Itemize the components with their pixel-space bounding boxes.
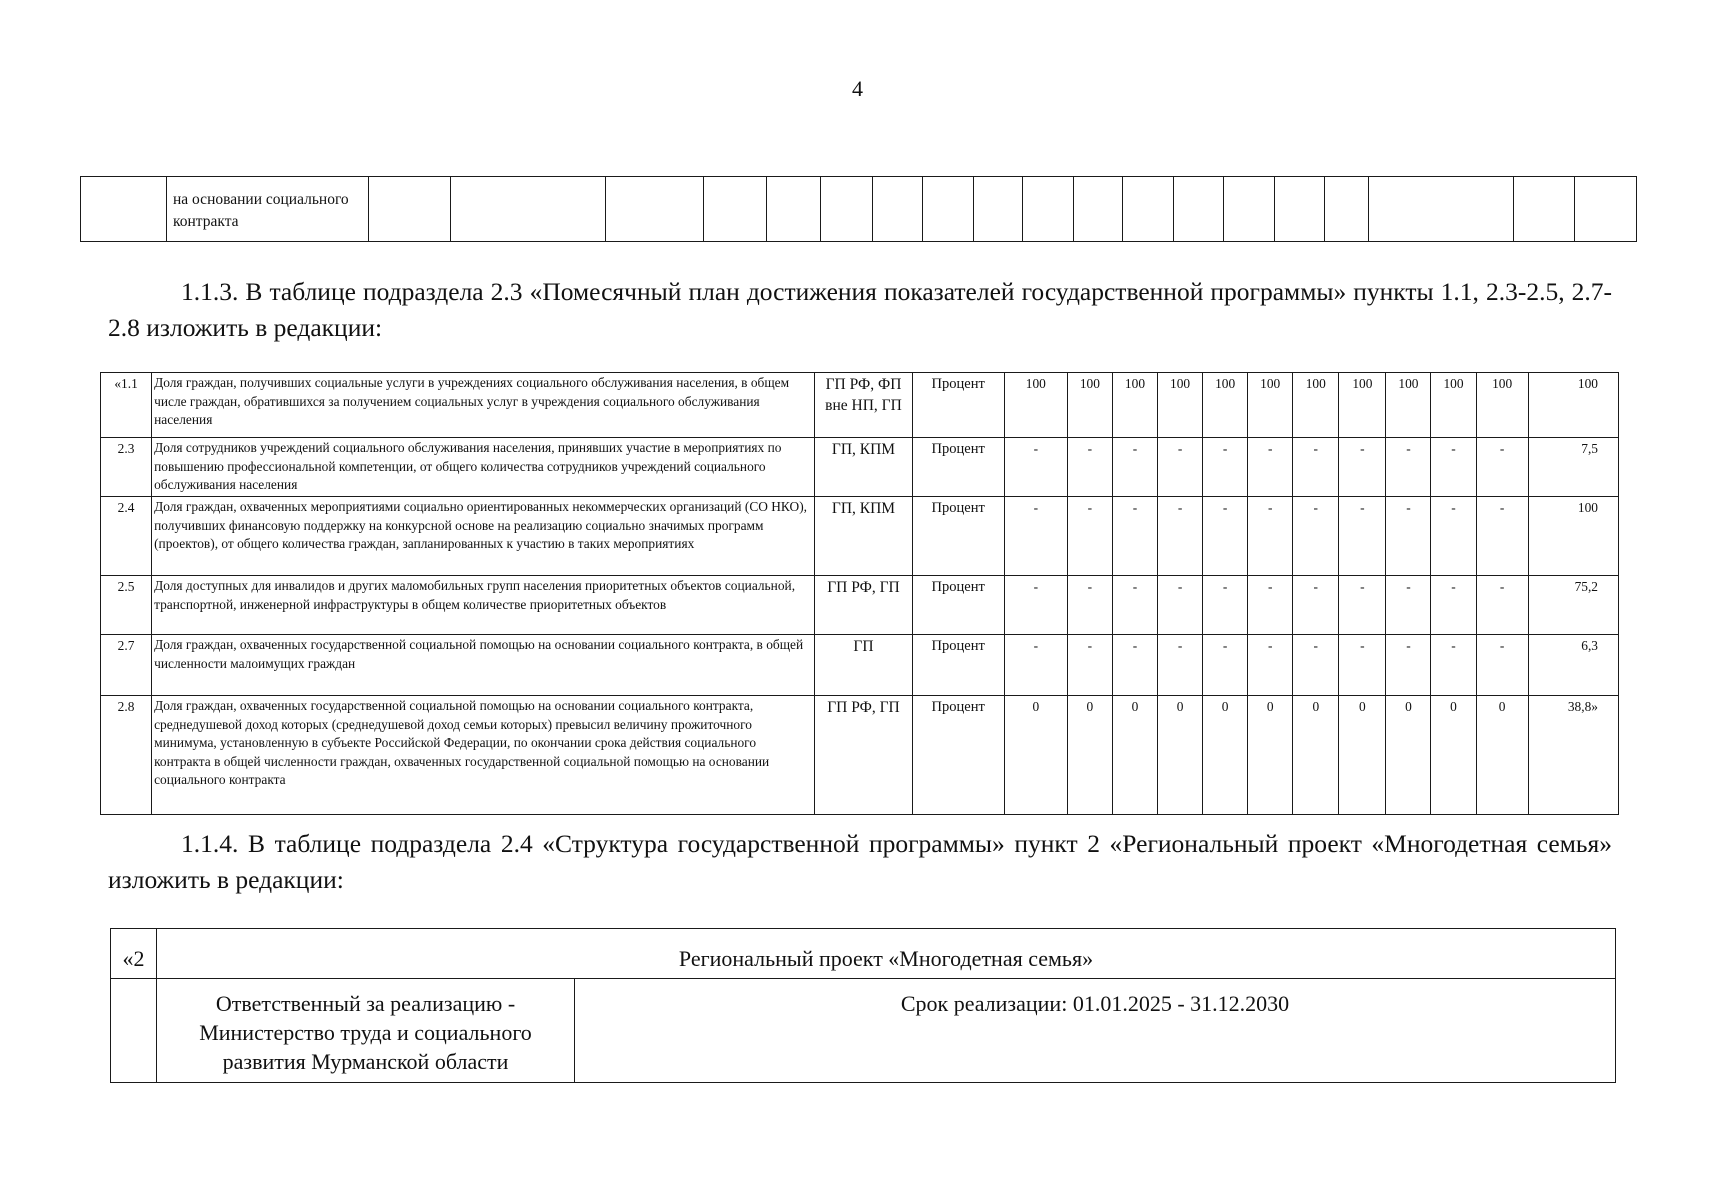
- month-value: -: [1476, 635, 1528, 696]
- month-value: -: [1431, 576, 1476, 635]
- month-value: -: [1339, 438, 1386, 497]
- month-value: -: [1293, 576, 1339, 635]
- indicator-number: 2.4: [101, 497, 152, 576]
- year-end-value: 100: [1528, 497, 1618, 576]
- month-value: -: [1004, 438, 1067, 497]
- month-value: 0: [1004, 696, 1067, 815]
- month-value: -: [1203, 438, 1248, 497]
- indicator-name: Доля граждан, охваченных государственной социальной помощью на основании социального контракта, в общей численности малоимущих граждан: [152, 635, 815, 696]
- month-value: -: [1386, 438, 1431, 497]
- table-row: [111, 979, 1616, 1083]
- indicator-number: 2.7: [101, 635, 152, 696]
- indicator-source: ГП РФ, ГП: [815, 576, 912, 635]
- month-value: -: [1293, 635, 1339, 696]
- month-value: -: [1158, 497, 1203, 576]
- month-value: 100: [1293, 373, 1339, 438]
- month-value: -: [1476, 576, 1528, 635]
- month-value: 0: [1112, 696, 1157, 815]
- year-end-value: 6,3: [1528, 635, 1618, 696]
- month-value: 0: [1248, 696, 1293, 815]
- month-value: 100: [1203, 373, 1248, 438]
- year-end-value: 75,2: [1528, 576, 1618, 635]
- month-value: -: [1067, 438, 1112, 497]
- indicator-unit: Процент: [912, 373, 1004, 438]
- table-row: [101, 438, 1619, 497]
- month-value: 100: [1476, 373, 1528, 438]
- year-end-value: 7,5: [1528, 438, 1618, 497]
- month-value: -: [1004, 576, 1067, 635]
- table-row: [101, 696, 1619, 815]
- indicator-unit: Процент: [912, 438, 1004, 497]
- indicator-unit: Процент: [912, 635, 1004, 696]
- month-value: -: [1476, 438, 1528, 497]
- indicator-source: ГП, КПМ: [815, 497, 912, 576]
- year-end-value: 38,8»: [1528, 696, 1618, 815]
- month-value: 100: [1386, 373, 1431, 438]
- month-value: -: [1431, 438, 1476, 497]
- table-row: [101, 373, 1619, 438]
- month-value: -: [1386, 497, 1431, 576]
- indicator-source: ГП РФ, ФП вне НП, ГП: [815, 373, 912, 438]
- table-row: [101, 576, 1619, 635]
- implementation-period: Срок реализации: 01.01.2025 - 31.12.2030: [575, 979, 1616, 1083]
- month-value: 100: [1339, 373, 1386, 438]
- table-row: [111, 929, 1616, 979]
- indicator-name: Доля граждан, получивших социальные услуги в учреждениях социального обслуживания населения, в общем числе граждан, обратившихся за получением социальных услуг в учреждения социального обслуживания населения: [152, 373, 815, 438]
- structure-table: [110, 928, 1616, 1083]
- month-value: -: [1203, 497, 1248, 576]
- month-value: -: [1386, 635, 1431, 696]
- month-value: -: [1431, 497, 1476, 576]
- month-value: -: [1339, 635, 1386, 696]
- month-value: -: [1339, 497, 1386, 576]
- month-value: -: [1248, 438, 1293, 497]
- month-value: -: [1004, 635, 1067, 696]
- indicator-number: «1.1: [101, 373, 152, 438]
- indicator-source: ГП, КПМ: [815, 438, 912, 497]
- month-value: -: [1158, 438, 1203, 497]
- indicator-unit: Процент: [912, 576, 1004, 635]
- table-row: [101, 497, 1619, 576]
- month-value: 100: [1248, 373, 1293, 438]
- month-value: 100: [1158, 373, 1203, 438]
- monthly-plan-table: [100, 372, 1619, 815]
- month-value: -: [1067, 635, 1112, 696]
- month-value: -: [1248, 635, 1293, 696]
- indicator-name: Доля сотрудников учреждений социального обслуживания населения, принявших участие в мероприятиях по повышению профессиональной компетенции, от общего количества сотрудников учреждений социального обслуживания населения: [152, 438, 815, 497]
- month-value: -: [1203, 635, 1248, 696]
- month-value: 100: [1112, 373, 1157, 438]
- month-value: 100: [1067, 373, 1112, 438]
- month-value: -: [1112, 576, 1157, 635]
- continuation-cell-text: на основании социального контракта: [173, 191, 349, 230]
- month-value: 0: [1158, 696, 1203, 815]
- month-value: -: [1386, 576, 1431, 635]
- month-value: -: [1067, 497, 1112, 576]
- month-value: 0: [1293, 696, 1339, 815]
- table-row: [101, 635, 1619, 696]
- month-value: -: [1431, 635, 1476, 696]
- month-value: 0: [1476, 696, 1528, 815]
- month-value: -: [1158, 635, 1203, 696]
- indicator-number: 2.8: [101, 696, 152, 815]
- table-row: [81, 177, 1637, 242]
- month-value: -: [1112, 497, 1157, 576]
- month-value: -: [1248, 576, 1293, 635]
- project-title: Региональный проект «Многодетная семья»: [157, 929, 1616, 979]
- month-value: 100: [1004, 373, 1067, 438]
- indicator-number: 2.3: [101, 438, 152, 497]
- month-value: -: [1476, 497, 1528, 576]
- indicator-unit: Процент: [912, 497, 1004, 576]
- month-value: -: [1293, 497, 1339, 576]
- month-value: 0: [1339, 696, 1386, 815]
- responsible-executor: Ответственный за реализацию - Министерство труда и социального развития Мурманской области: [157, 979, 575, 1083]
- month-value: -: [1112, 438, 1157, 497]
- indicator-unit: Процент: [912, 696, 1004, 815]
- year-end-value: 100: [1528, 373, 1618, 438]
- month-value: 0: [1067, 696, 1112, 815]
- indicator-name: Доля доступных для инвалидов и других маломобильных групп населения приоритетных объектов социальной, транспортной, инженерной инфраструктуры в общем количестве приоритетных объектов: [152, 576, 815, 635]
- month-value: 100: [1431, 373, 1476, 438]
- indicator-number: 2.5: [101, 576, 152, 635]
- month-value: 0: [1431, 696, 1476, 815]
- month-value: -: [1293, 438, 1339, 497]
- paragraph-1-1-4: 1.1.4. В таблице подраздела 2.4 «Структура государственной программы» пункт 2 «Региональный проект «Многодетная семья» изложить в редакции:: [108, 829, 1612, 894]
- month-value: -: [1112, 635, 1157, 696]
- month-value: -: [1339, 576, 1386, 635]
- month-value: -: [1248, 497, 1293, 576]
- page-number: 4: [852, 76, 863, 101]
- indicator-name: Доля граждан, охваченных мероприятиями социально ориентированных некоммерческих организаций (СО НКО), получивших финансовую поддержку на конкурсной основе на реализацию социально значимых программ (проектов), от общего количества граждан, запланированных к участию в таких мероприятиях: [152, 497, 815, 576]
- indicator-name: Доля граждан, охваченных государственной социальной помощью на основании социального контракта, среднедушевой доход которых (среднедушевой доход семьи которых) превысил величину прожиточного минимума, установленную в субъекте Российской Федерации, по окончании срока действия социального контракта в общей численности граждан, охваченных государственной социальной помощью на основании социального контракта: [152, 696, 815, 815]
- month-value: 0: [1386, 696, 1431, 815]
- month-value: -: [1203, 576, 1248, 635]
- structure-number: «2: [111, 929, 157, 979]
- month-value: -: [1067, 576, 1112, 635]
- paragraph-1-1-3: 1.1.3. В таблице подраздела 2.3 «Помесячный план достижения показателей государственной программы» пункты 1.1, 2.3-2.5, 2.7-2.8 изложить в редакции:: [108, 277, 1612, 342]
- month-value: -: [1004, 497, 1067, 576]
- indicator-source: ГП: [815, 635, 912, 696]
- month-value: -: [1158, 576, 1203, 635]
- continuation-table: [80, 176, 1637, 242]
- indicator-source: ГП РФ, ГП: [815, 696, 912, 815]
- month-value: 0: [1203, 696, 1248, 815]
